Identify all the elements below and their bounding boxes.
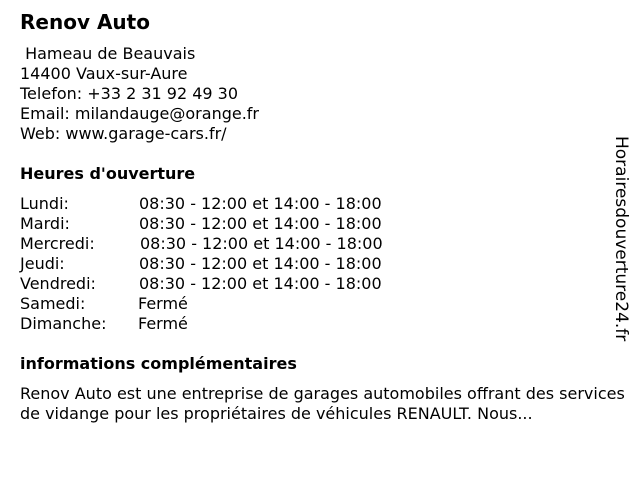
day-label: Lundi: [20, 194, 69, 213]
additional-info-heading: informations complémentaires [20, 354, 297, 373]
hours-row-monday [20, 194, 440, 214]
site-watermark: Horairesdouverture24.fr [611, 136, 631, 342]
phone-number[interactable]: Telefon: +33 2 31 92 49 30 [20, 84, 239, 103]
business-description: Renov Auto est une entreprise de garages automobiles offrant des services de vidange pour les propriétaires de véhicules RENAULT. Nous... [20, 384, 625, 423]
hours-row-saturday [20, 294, 440, 314]
day-label: Jeudi: [20, 254, 65, 273]
time-value: 08:30 - 12:00 et 14:00 - 18:00 [140, 234, 383, 253]
hours-row-sunday [20, 314, 440, 334]
hours-row-friday [20, 274, 440, 294]
time-value: Fermé [138, 294, 188, 313]
time-value: 08:30 - 12:00 et 14:00 - 18:00 [139, 194, 382, 213]
city-postcode: 14400 Vaux-sur-Aure [20, 64, 188, 83]
time-value: 08:30 - 12:00 et 14:00 - 18:00 [139, 274, 382, 293]
time-value: 08:30 - 12:00 et 14:00 - 18:00 [139, 214, 382, 233]
day-label: Dimanche: [20, 314, 107, 333]
street-address: Hameau de Beauvais [20, 44, 196, 63]
business-name: Renov Auto [20, 10, 150, 34]
hours-row-thursday [20, 254, 440, 274]
opening-hours-heading: Heures d'ouverture [20, 164, 196, 183]
contact-block [20, 44, 259, 144]
hours-row-tuesday [20, 214, 440, 234]
time-value: Fermé [138, 314, 188, 333]
email-address[interactable]: Email: milandauge@orange.fr [20, 104, 259, 123]
opening-hours-table [20, 194, 440, 334]
day-label: Samedi: [20, 294, 86, 313]
day-label: Mardi: [20, 214, 70, 233]
day-label: Vendredi: [20, 274, 96, 293]
day-label: Mercredi: [20, 234, 95, 253]
time-value: 08:30 - 12:00 et 14:00 - 18:00 [139, 254, 382, 273]
website-link[interactable]: Web: www.garage-cars.fr/ [20, 124, 227, 143]
hours-row-wednesday [20, 234, 440, 254]
